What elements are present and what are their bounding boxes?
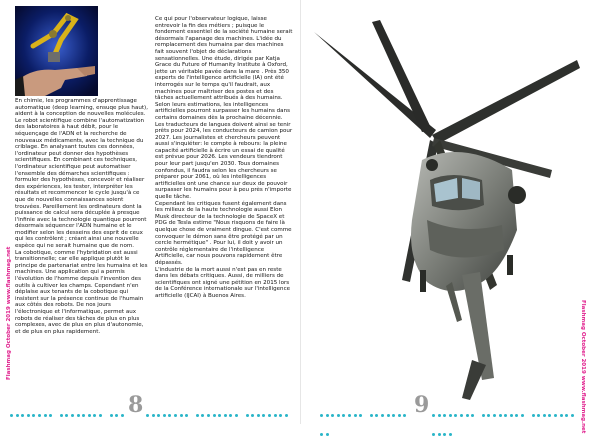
robot-arm-on-hand-image — [15, 6, 98, 96]
page-number: 8 — [128, 392, 144, 418]
military-helicopter-image — [312, 20, 582, 400]
paragraph: Ce qui pour l'observateur logique, laisse entrevoir la fin des métiers ; puisque le fondement essentiel de la société humaine serait désormais l'apanage des machines. L'idée du remplacement des humains par des machines fait souvent l'objet de déclarations sensationnelles. Une étude, dirigée par Katja Grace du Future of Humanity Institute à Oxford, jette un véritable pavée dans la mare . Près 350 experts de l'intelligence artificielle (IA) ont été interrogés sur le temps qu'il faudrait, aux machines pour maîtriser des postes et des tâches actuellement attribués à des humains. Selon leurs estimations, les intelligences artificielles pourront surpasser les humains dans certains domaines dès la prochaine décennie. — [155, 16, 293, 121]
side-caption: Flashmag October 2019 www.flashmag.net — [6, 246, 12, 380]
left-page — [0, 0, 300, 424]
paragraph: Cependant les critiques fusent également dans les milieux de la haute technologie aussi Elon Musk directeur de la technologie de SpaceX et PDG de Tesla estime "Nous risquons de faire là quelque chose de vraiment dingue. C'est comme convoquer le démon sans être protégé par un cercle hermétique" . Pour lui, il doit y avoir un contrôle réglementaire de l'intelligence Artificielle, car nous pouvons rapidement être dépassés. — [155, 200, 292, 266]
dot-divider — [146, 405, 298, 411]
left-column-text — [15, 98, 150, 335]
dot-divider — [320, 405, 410, 411]
paragraph: En chimie, les programmes d'apprentissage automatique (deep learning, ensuqe plus haut), aident à la conception de nouvelles molécules. Le robot scientifique combine l'automatization des laboratoires à haut débit, pour le séquençage de l'ADN et la recherche de nouveaux médicaments, avec la technique du criblage. En analysant toutes ces données, l'ordinateur peut donner des hypothèses scientifiques. En combinant ces techniques, l'ordinateur scientifique peut automatiser l'ensemble des démarches scientifiques : formuler des hypothèses, concevoir et réaliser des expériences, les tester, interpréter les résultats et recommencer le cycle jusqu'à ce que de nouvelles connaissances soient trouvées. Pareillement les ordinateurs dont la puissance de calcul sera décuplée à presque l'infinie avec la technologie quantique pourront désormais séquencer l'ADN humaine et le modifier selon les desseins des esprit de ceux qui les contrôlent ; créant ainsi une nouvelle espèce qui ne serait humaine que de nom. — [15, 98, 148, 250]
paragraph: L'industrie de la mort aussi n'est pas en reste dans les débats critiques. Aussi, de milliers de scientifiques ont signé une pétition en 2015 lors de la Conférence internationale sur l'intelligence artificielle (IJCAI) à Buenos Aires. — [155, 266, 291, 299]
page-number: 9 — [414, 392, 430, 418]
middle-column-text — [155, 16, 293, 300]
dot-divider — [10, 405, 128, 411]
paragraph: Les traducteurs de langues doivent ainsi se tenir prêts pour 2024, les conducteurs de camion pour 2027. Les journalistes et chercheurs peuvent aussi s'inquiéter: le compte à rebours: la pleine capacité artificielle à écrire un essai de qualité est prévue pour 2026. Les vendeurs tiendront pour leur part jusqu'en 2030. Tous domaines confondus, il faudra selon les chercheurs se préparer pour 2061, où les intelligences artificielles ont une chance sur deux de pouvoir surpasser les humains pour à peu près n'importe quelle tâche. — [155, 121, 293, 201]
paragraph: La cobotique, comme l'hybridation est aussi transitionnelle; car elle applique plutôt le principe de partenariat entre les humains et les machines. Une application qui a permis l'évolution de l'homme depuis l'invention des outils à cultiver les champs. Cependant n'en déplaise aux tenants de la cobotique qui insistent sur la présence continue de l'humain aux côtés des robots. De nos jours l'électronique et l'informatique, permet aux robots de réaliser des tâches de plus en plus complexes, avec de plus en plus d'autonomie, et de plus en plus rapidement. — [15, 249, 148, 335]
side-caption: Flashmag October 2019 www.flashmag.net — [580, 300, 586, 434]
dot-divider — [432, 405, 582, 411]
